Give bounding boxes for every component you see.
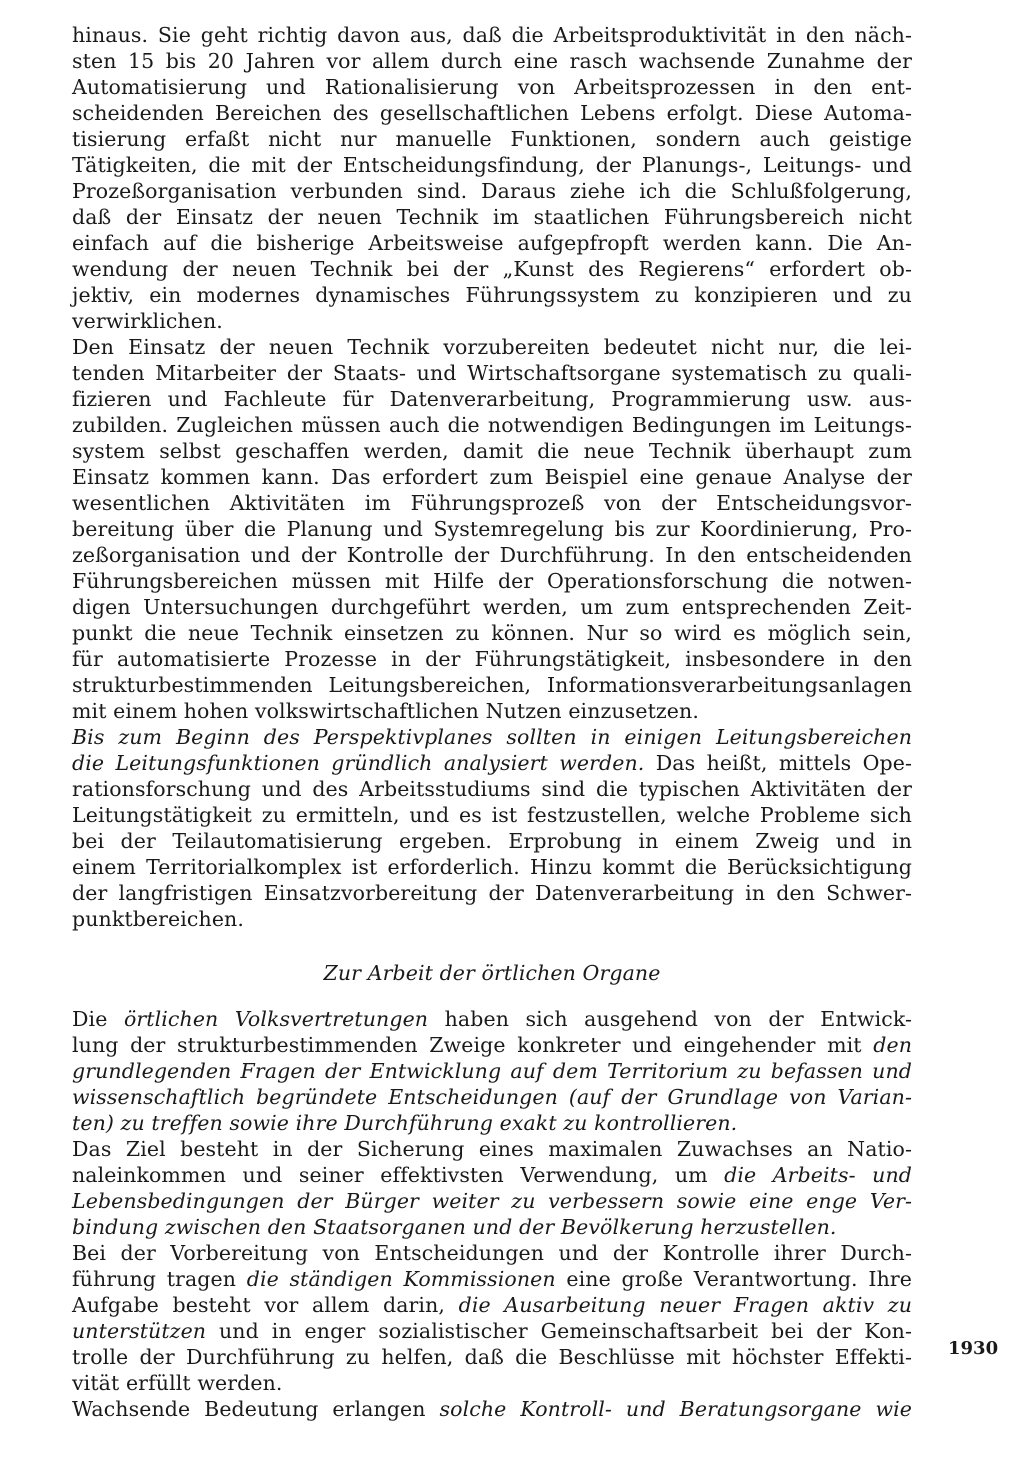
text-run: zeßorganisation und der Kontrolle der Durchführung. In den entscheidenden bbox=[72, 543, 912, 567]
text-line bbox=[72, 594, 912, 620]
emphasized-text: den bbox=[873, 1033, 912, 1057]
text-run: wesentlichen Aktivitäten im Führungsprozeß von der Entscheidungsvor- bbox=[72, 491, 912, 515]
text-run: punkt die neue Technik einsetzen zu können. Nur so wird es möglich sein, bbox=[72, 621, 912, 645]
emphasized-text: die ständigen Kommissionen bbox=[246, 1267, 556, 1291]
text-run: haben sich ausgehend von der Entwick- bbox=[428, 1007, 913, 1031]
text-line bbox=[72, 802, 912, 828]
emphasized-text: Lebensbedingungen der Bürger weiter zu verbessern sowie eine enge Ver- bbox=[72, 1189, 912, 1213]
paragraph bbox=[72, 724, 912, 932]
text-line bbox=[72, 412, 912, 438]
text-run: Einsatz kommen kann. Das erfordert zum Beispiel eine genaue Analyse der bbox=[72, 465, 912, 489]
text-run: Prozeßorganisation verbunden sind. Daraus ziehe ich die Schlußfolgerung, bbox=[72, 179, 912, 203]
text-run: hinaus. Sie geht richtig davon aus, daß die Arbeitsproduktivität in den näch- bbox=[72, 23, 912, 47]
text-run: Wachsende Bedeutung erlangen bbox=[72, 1397, 440, 1421]
text-run: lung der strukturbestimmenden Zweige konkreter und eingehender mit bbox=[72, 1033, 874, 1057]
text-line bbox=[72, 334, 912, 360]
text-run: bei der Teilautomatisierung ergeben. Erprobung in einem Zweig und in bbox=[72, 829, 912, 853]
text-run: Die bbox=[72, 1007, 124, 1031]
text-run: scheidenden Bereichen des gesellschaftlichen Lebens erfolgt. Diese Automa- bbox=[72, 101, 912, 125]
text-line bbox=[72, 1162, 912, 1188]
text-line bbox=[72, 542, 912, 568]
text-line bbox=[72, 360, 912, 386]
paragraph bbox=[72, 1006, 912, 1136]
text-line bbox=[72, 490, 912, 516]
emphasized-text: grundlegenden Fragen der Entwicklung auf dem Territorium zu befassen und bbox=[72, 1059, 912, 1083]
text-line bbox=[72, 282, 912, 308]
text-run: strukturbestimmenden Leitungsbereichen, Informationsverarbeitungsanlagen bbox=[72, 673, 912, 697]
text-run: bereitung über die Planung und Systemregelung bis zur Koordinierung, Pro- bbox=[72, 517, 912, 541]
paragraph bbox=[72, 1136, 912, 1240]
emphasized-text: wissenschaftlich begründete Entscheidungen (auf der Grundlage von Varian- bbox=[72, 1085, 912, 1109]
text-run: mit einem hohen volkswirtschaftlichen Nutzen einzusetzen. bbox=[72, 699, 699, 723]
emphasized-text: örtlichen Volksvertretungen bbox=[123, 1007, 429, 1031]
text-line bbox=[72, 464, 912, 490]
text-line bbox=[72, 854, 912, 880]
emphasized-text: bindung zwischen den Staatsorganen und der Bevölkerung herzustellen. bbox=[72, 1215, 837, 1239]
text-line bbox=[72, 152, 912, 178]
text-line bbox=[72, 48, 912, 74]
text-line bbox=[72, 698, 912, 724]
text-line bbox=[72, 1136, 912, 1162]
text-line bbox=[72, 100, 912, 126]
text-line bbox=[72, 386, 912, 412]
emphasized-text: die Ausarbeitung neuer Fragen aktiv zu bbox=[458, 1293, 912, 1317]
text-line bbox=[72, 672, 912, 698]
document-page bbox=[72, 22, 912, 1422]
emphasized-text: die Leitungsfunktionen gründlich analysiert werden. bbox=[72, 751, 645, 775]
paragraph bbox=[72, 22, 912, 334]
text-run: für automatisierte Prozesse in der Führungstätigkeit, insbesondere in den bbox=[72, 647, 912, 671]
text-run: Das heißt, mittels Ope- bbox=[644, 751, 913, 775]
text-line bbox=[72, 906, 912, 932]
text-run: rationsforschung und des Arbeitsstudiums sind die typischen Aktivitäten der bbox=[72, 777, 912, 801]
text-run: Leitungstätigkeit zu ermitteln, und es ist festzustellen, welche Probleme sich bbox=[72, 803, 912, 827]
text-run: führung tragen bbox=[72, 1267, 247, 1291]
text-line bbox=[72, 1006, 912, 1032]
text-run: Führungsbereichen müssen mit Hilfe der Operationsforschung die notwen- bbox=[72, 569, 912, 593]
section-heading: Zur Arbeit der örtlichen Organe bbox=[323, 961, 661, 985]
paragraph bbox=[72, 334, 912, 724]
text-line bbox=[72, 1110, 912, 1136]
text-run: punktbereichen. bbox=[72, 907, 244, 931]
text-line bbox=[72, 1344, 912, 1370]
text-run: Aufgabe besteht vor allem darin, bbox=[72, 1293, 459, 1317]
text-run: naleinkommen und seiner effektivsten Verwendung, um bbox=[72, 1163, 725, 1187]
body-text-section-2 bbox=[72, 1006, 912, 1422]
text-line bbox=[72, 1058, 912, 1084]
text-line bbox=[72, 516, 912, 542]
text-line bbox=[72, 1032, 912, 1058]
text-line bbox=[72, 438, 912, 464]
text-run: der langfristigen Einsatzvorbereitung der Datenverarbeitung in den Schwer- bbox=[72, 881, 912, 905]
text-line bbox=[72, 126, 912, 152]
page-number: 1930 bbox=[948, 1338, 999, 1359]
text-run: Tätigkeiten, die mit der Entscheidungsfindung, der Planungs-, Leitungs- und bbox=[72, 153, 912, 177]
emphasized-text: die Arbeits- und bbox=[724, 1163, 912, 1187]
text-line bbox=[72, 1084, 912, 1110]
text-line bbox=[72, 724, 912, 750]
text-line bbox=[72, 880, 912, 906]
text-run: zubilden. Zugleichen müssen auch die notwendigen Bedingungen im Leitungs- bbox=[72, 413, 912, 437]
body-text-section-1 bbox=[72, 22, 912, 932]
text-run: Bei der Vorbereitung von Entscheidungen und der Kontrolle ihrer Durch- bbox=[72, 1241, 912, 1265]
paragraph bbox=[72, 1240, 912, 1396]
text-run: einem Territorialkomplex ist erforderlich. Hinzu kommt die Berücksichtigung bbox=[72, 855, 912, 879]
text-line bbox=[72, 1214, 912, 1240]
text-run: eine große Verantwortung. Ihre bbox=[555, 1267, 913, 1291]
text-line bbox=[72, 776, 912, 802]
text-line bbox=[72, 568, 912, 594]
text-run: sten 15 bis 20 Jahren vor allem durch eine rasch wachsende Zunahme der bbox=[72, 49, 912, 73]
text-line bbox=[72, 308, 912, 334]
text-run: daß der Einsatz der neuen Technik im staatlichen Führungsbereich nicht bbox=[72, 205, 912, 229]
text-run: jektiv, ein modernes dynamisches Führungssystem zu konzipieren und zu bbox=[72, 283, 912, 307]
text-run: tisierung erfaßt nicht nur manuelle Funktionen, sondern auch geistige bbox=[72, 127, 912, 151]
text-line bbox=[72, 646, 912, 672]
text-run: und in enger sozialistischer Gemeinschaftsarbeit bei der Kon- bbox=[206, 1319, 912, 1343]
text-line bbox=[72, 828, 912, 854]
text-line bbox=[72, 750, 912, 776]
text-run: Den Einsatz der neuen Technik vorzubereiten bedeutet nicht nur, die lei- bbox=[72, 335, 912, 359]
text-line bbox=[72, 1370, 912, 1396]
text-run: digen Untersuchungen durchgeführt werden, um zum entsprechenden Zeit- bbox=[72, 595, 912, 619]
text-line bbox=[72, 620, 912, 646]
text-line bbox=[72, 1318, 912, 1344]
text-line bbox=[72, 256, 912, 282]
text-run: wendung der neuen Technik bei der „Kunst des Regierens“ erfordert ob- bbox=[72, 257, 912, 281]
text-line bbox=[72, 1188, 912, 1214]
text-run: system selbst geschaffen werden, damit die neue Technik überhaupt zum bbox=[72, 439, 912, 463]
text-run: verwirklichen. bbox=[72, 309, 223, 333]
text-run: einfach auf die bisherige Arbeitsweise aufgepfropft werden kann. Die An- bbox=[72, 231, 912, 255]
text-line bbox=[72, 230, 912, 256]
emphasized-text: solche Kontroll- und Beratungsorgane wie bbox=[439, 1397, 912, 1421]
text-line bbox=[72, 1292, 912, 1318]
text-line bbox=[72, 22, 912, 48]
text-run: trolle der Durchführung zu helfen, daß die Beschlüsse mit höchster Effekti- bbox=[72, 1345, 912, 1369]
text-line bbox=[72, 1266, 912, 1292]
text-line bbox=[72, 1240, 912, 1266]
text-run: tenden Mitarbeiter der Staats- und Wirtschaftsorgane systematisch zu quali- bbox=[72, 361, 912, 385]
text-line bbox=[72, 178, 912, 204]
text-run: vität erfüllt werden. bbox=[72, 1371, 283, 1395]
text-line bbox=[72, 74, 912, 100]
emphasized-text: ten) zu treffen sowie ihre Durchführung exakt zu kontrollieren. bbox=[72, 1111, 738, 1135]
emphasized-text: Bis zum Beginn des Perspektivplanes sollten in einigen Leitungsbereichen bbox=[72, 725, 912, 749]
text-line bbox=[72, 204, 912, 230]
paragraph bbox=[72, 1396, 912, 1422]
text-run: fizieren und Fachleute für Datenverarbeitung, Programmierung usw. aus- bbox=[72, 387, 912, 411]
text-line bbox=[72, 1396, 912, 1422]
text-run: Automatisierung und Rationalisierung von Arbeitsprozessen in den ent- bbox=[72, 75, 912, 99]
emphasized-text: unterstützen bbox=[72, 1319, 207, 1343]
text-run: Das Ziel besteht in der Sicherung eines maximalen Zuwachses an Natio- bbox=[72, 1137, 912, 1161]
